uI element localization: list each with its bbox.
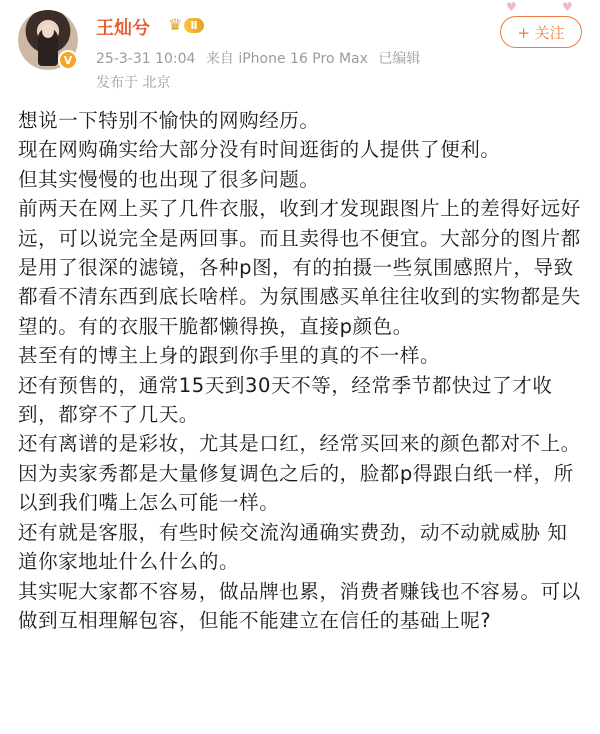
post-meta bbox=[96, 48, 426, 68]
post-paragraph: 甚至有的博主上身的跟到你手里的真的不一样。 bbox=[18, 344, 441, 368]
avatar-face bbox=[42, 24, 54, 38]
post-paragraph: 还有离谱的是彩妆，尤其是口红，经常买回来的颜色都对不上。因为卖家秀都是大量修复调色之后的，脸都p得跟白纸一样，所以到我们嘴上怎么可能一样。 bbox=[18, 432, 581, 515]
post-paragraph: 想说一下特别不愉快的网购经历。 bbox=[18, 109, 320, 132]
post-paragraph: 还有就是客服，有些时候交流沟通确实费劲，动不动就威胁 知道你家地址什么什么的。 bbox=[18, 520, 568, 574]
crown-icon: ♛ bbox=[168, 15, 183, 34]
post-paragraph: 现在网购确实给大部分没有时间逛街的人提供了便利。 bbox=[18, 138, 501, 162]
follow-decoration bbox=[500, 0, 582, 16]
post-date: 25-3-31 10:04 bbox=[96, 51, 196, 67]
rank-badge[interactable] bbox=[168, 14, 218, 36]
follow-button[interactable]: + 关注 bbox=[500, 16, 582, 48]
rank-level: Ⅱ bbox=[184, 18, 203, 33]
post-paragraph: 还有预售的，通常15天到30天不等，经常季节都快过了才收到，都穿不了几天。 bbox=[18, 373, 553, 427]
post-paragraph: 其实呢大家都不容易，做品牌也累，消费者赚钱也不容易。可以做到互相理解包容，但能不能建立在信任的基础上呢? bbox=[18, 579, 581, 632]
heart-icon: ♥ bbox=[506, 0, 517, 14]
post-paragraph: 前两天在网上买了几件衣服，收到才发现跟图片上的差得好远好远，可以说完全是两回事。而且卖得也不便宜。大部分的图片都是用了很深的滤镜，各种p图，有的拍摄一些氛围感照片，导致都看不清东西到底长啥样。为氛围感买单往往收到的实物都是失望的。有的衣服干脆都懒得换，直接p颜色。 bbox=[18, 197, 581, 338]
username[interactable]: 王灿兮 bbox=[96, 18, 150, 39]
heart-icon: ♥ bbox=[562, 0, 573, 14]
verified-badge-icon: V bbox=[58, 50, 78, 70]
post-paragraph: 但其实慢慢的也出现了很多问题。 bbox=[18, 167, 320, 191]
post-location: 发布于 北京 bbox=[96, 75, 171, 91]
post-source: 来自 iPhone 16 Pro Max bbox=[205, 51, 368, 67]
post-body bbox=[18, 106, 584, 635]
edited-label[interactable]: 已编辑 bbox=[378, 51, 421, 67]
post-header bbox=[0, 0, 600, 100]
